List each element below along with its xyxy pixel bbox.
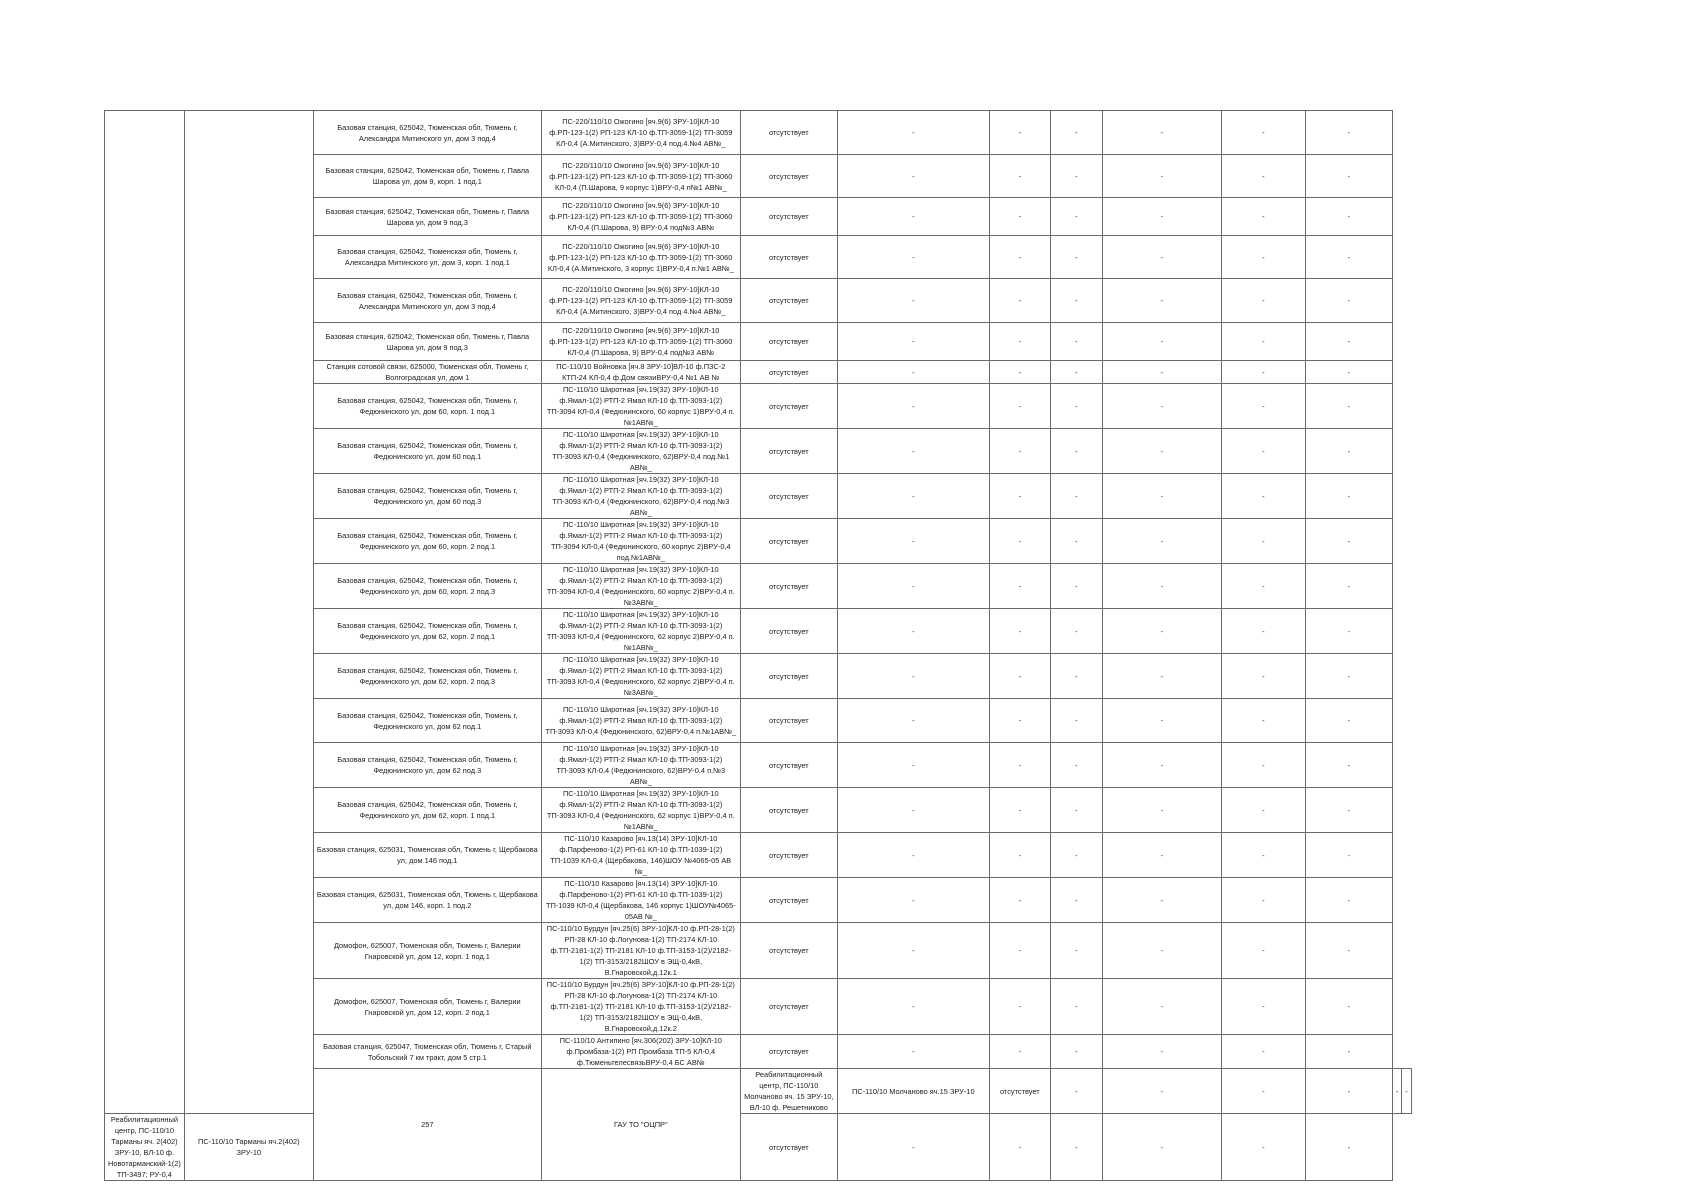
- value-cell: -: [989, 474, 1050, 519]
- object-cell: Базовая станция, 625042, Тюменская обл, Тюмень г, Павла Шарова ул, дом 9, корп. 1 под.1: [313, 155, 541, 198]
- value-cell: -: [1050, 279, 1102, 323]
- row-number-cell: [105, 111, 185, 1114]
- value-cell: -: [989, 279, 1050, 323]
- object-cell: Базовая станция, 625042, Тюменская обл, Тюмень г, Павла Шарова ул, дом 9 под.3: [313, 198, 541, 236]
- value-cell: -: [1102, 429, 1221, 474]
- object-cell: Станция сотовой связи, 625000, Тюменская обл, Тюмень г, Волгоградская ул, дом 1: [313, 361, 541, 384]
- value-cell: -: [837, 654, 989, 699]
- status-cell: отсутствует: [740, 519, 837, 564]
- value-cell: -: [1050, 788, 1102, 833]
- value-cell: -: [837, 198, 989, 236]
- value-cell: -: [1102, 564, 1221, 609]
- value-cell: -: [1102, 361, 1221, 384]
- value-cell: -: [1050, 155, 1102, 198]
- value-cell: -: [837, 236, 989, 279]
- value-cell: -: [1102, 279, 1221, 323]
- value-cell: -: [1305, 361, 1392, 384]
- status-cell: отсутствует: [740, 833, 837, 878]
- status-cell: отсутствует: [740, 979, 837, 1035]
- value-cell: -: [1305, 788, 1392, 833]
- value-cell: -: [837, 429, 989, 474]
- organization-cell: ГАУ ТО "ОЦПР": [541, 1069, 740, 1181]
- value-cell: -: [1392, 1069, 1401, 1114]
- value-cell: -: [989, 654, 1050, 699]
- value-cell: -: [1221, 743, 1305, 788]
- object-cell: Базовая станция, 625042, Тюменская обл, Тюмень г, Федюнинского ул, дом 62, корп. 2 под.3: [313, 654, 541, 699]
- value-cell: -: [837, 564, 989, 609]
- status-cell: отсутствует: [740, 429, 837, 474]
- status-cell: отсутствует: [740, 111, 837, 155]
- value-cell: -: [989, 155, 1050, 198]
- value-cell: -: [1102, 979, 1221, 1035]
- value-cell: -: [1102, 923, 1221, 979]
- value-cell: -: [1050, 236, 1102, 279]
- value-cell: -: [1102, 788, 1221, 833]
- value-cell: -: [989, 699, 1050, 743]
- object-cell: Базовая станция, 625042, Тюменская обл, Тюмень г, Федюнинского ул, дом 60 под.1: [313, 429, 541, 474]
- value-cell: -: [1305, 429, 1392, 474]
- value-cell: -: [837, 699, 989, 743]
- value-cell: -: [1221, 923, 1305, 979]
- value-cell: -: [989, 323, 1050, 361]
- value-cell: -: [1221, 198, 1305, 236]
- value-cell: -: [1221, 564, 1305, 609]
- value-cell: -: [837, 519, 989, 564]
- source-cell: ПС-110/10 Казарово [яч.13(14) ЗРУ-10]КЛ-10 ф.Парфеново-1(2) РП-61 КЛ-10 ф.ТП-1039-1(2) ТП-1039 КЛ-0,4 (Щербакова, 146 корпус 1)ШОУ№4065-05АВ №_: [541, 878, 740, 923]
- value-cell: -: [1305, 923, 1392, 979]
- value-cell: -: [1305, 236, 1392, 279]
- value-cell: -: [837, 361, 989, 384]
- source-cell: ПС-110/10 Широтная [яч.19(32) ЗРУ-10]КЛ-10 ф.Ямал-1(2) РТП-2 Ямал КЛ-10 ф.ТП-3093-1(2) ТП-3093 КЛ-0,4 (Федюнинского, 62 корпус 1)ВРУ-0,4 п.№1АВ№_: [541, 788, 740, 833]
- value-cell: -: [1305, 833, 1392, 878]
- value-cell: -: [837, 979, 989, 1035]
- value-cell: -: [1102, 519, 1221, 564]
- value-cell: -: [1305, 609, 1392, 654]
- object-cell: Базовая станция, 625042, Тюменская обл, Тюмень г, Александра Митинского ул, дом 3 под.4: [313, 111, 541, 155]
- object-cell: Базовая станция, 625042, Тюменская обл, Тюмень г, Федюнинского ул, дом 62 под.1: [313, 699, 541, 743]
- value-cell: -: [1050, 429, 1102, 474]
- value-cell: -: [1050, 323, 1102, 361]
- value-cell: -: [989, 384, 1050, 429]
- value-cell: -: [1221, 519, 1305, 564]
- object-cell: Реабилитационный центр, ПС-110/10 Молчаново яч. 15 ЗРУ-10, ВЛ-10 ф. Решетниково: [740, 1069, 837, 1114]
- row-number-cell: 257: [313, 1069, 541, 1181]
- object-cell: Базовая станция, 625042, Тюменская обл, Тюмень г, Федюнинского ул, дом 62, корп. 2 под.1: [313, 609, 541, 654]
- value-cell: -: [1221, 236, 1305, 279]
- value-cell: -: [1050, 923, 1102, 979]
- value-cell: -: [1305, 699, 1392, 743]
- source-cell: ПС-110/10 Антипино [яч.306(202) ЗРУ-10]КЛ-10 ф.Промбаза-1(2) РП Промбаза ТП-5 КЛ-0,4 ф.ТюменьтелесвязьВРУ-0,4 БС АВ№: [541, 1035, 740, 1069]
- object-cell: Базовая станция, 625042, Тюменская обл, Тюмень г, Александра Митинского ул, дом 3 под.4: [313, 279, 541, 323]
- value-cell: -: [1102, 155, 1221, 198]
- object-cell: Базовая станция, 625042, Тюменская обл, Тюмень г, Павла Шарова ул, дом 9 под.3: [313, 323, 541, 361]
- value-cell: -: [989, 923, 1050, 979]
- source-cell: ПС-220/110/10 Ожогино [яч.9(6) ЗРУ-10]КЛ-10 ф.РП-123-1(2) РП-123 КЛ-10 ф.ТП-3059-1(2) ТП-3059 КЛ-0,4 (А.Митинского, 3)ВРУ-0,4 под 4.№4 АВ№_: [541, 279, 740, 323]
- value-cell: -: [1221, 788, 1305, 833]
- status-cell: отсутствует: [740, 198, 837, 236]
- source-cell: ПС-110/10 Широтная [яч.19(32) ЗРУ-10]КЛ-10 ф.Ямал-1(2) РТП-2 Ямал КЛ-10 ф.ТП-3093-1(2) ТП-3093 КЛ-0,4 (Федюнинского, 62 корпус 2)ВРУ-0,4 п.№3АВ№_: [541, 654, 740, 699]
- status-cell: отсутствует: [740, 743, 837, 788]
- source-cell: ПС-110/10 Широтная [яч.19(32) ЗРУ-10]КЛ-10 ф.Ямал-1(2) РТП-2 Ямал КЛ-10 ф.ТП-3093-1(2) ТП-3093 КЛ-0,4 (Федюнинского, 62)ВРУ-0,4 под.№1 АВ№_: [541, 429, 740, 474]
- status-cell: отсутствует: [740, 384, 837, 429]
- value-cell: -: [1402, 1069, 1411, 1114]
- value-cell: -: [1305, 979, 1392, 1035]
- value-cell: -: [1102, 743, 1221, 788]
- value-cell: -: [1221, 833, 1305, 878]
- status-cell: отсутствует: [740, 923, 837, 979]
- source-cell: ПС-220/110/10 Ожогино [яч.9(6) ЗРУ-10]КЛ-10 ф.РП-123-1(2) РП-123 КЛ-10 ф.ТП-3059-1(2) ТП-3060 КЛ-0,4 (П.Шарова, 9 корпус 1)ВРУ-0,4 п№1 АВ№_: [541, 155, 740, 198]
- table-row: [105, 1114, 1412, 1181]
- source-cell: ПС-110/10 Широтная [яч.19(32) ЗРУ-10]КЛ-10 ф.Ямал-1(2) РТП-2 Ямал КЛ-10 ф.ТП-3093-1(2) ТП-3093 КЛ-0,4 (Федюнинского, 62)ВРУ-0,4 п.№1АВ№_: [541, 699, 740, 743]
- value-cell: -: [1050, 654, 1102, 699]
- status-cell: отсутствует: [740, 788, 837, 833]
- value-cell: -: [837, 279, 989, 323]
- value-cell: -: [1050, 1069, 1102, 1114]
- value-cell: -: [989, 979, 1050, 1035]
- object-cell: Базовая станция, 625042, Тюменская обл, Тюмень г, Федюнинского ул, дом 60, корп. 2 под.1: [313, 519, 541, 564]
- value-cell: -: [1050, 979, 1102, 1035]
- value-cell: -: [1050, 1035, 1102, 1069]
- value-cell: -: [837, 743, 989, 788]
- status-cell: отсутствует: [740, 323, 837, 361]
- status-cell: отсутствует: [740, 1035, 837, 1069]
- value-cell: -: [1305, 384, 1392, 429]
- value-cell: -: [1305, 564, 1392, 609]
- value-cell: -: [1221, 979, 1305, 1035]
- value-cell: -: [1050, 1114, 1102, 1181]
- value-cell: -: [1221, 1035, 1305, 1069]
- status-cell: отсутствует: [740, 361, 837, 384]
- value-cell: -: [1050, 111, 1102, 155]
- value-cell: -: [1305, 654, 1392, 699]
- value-cell: -: [1305, 474, 1392, 519]
- source-cell: ПС-220/110/10 Ожогино [яч.9(6) ЗРУ-10]КЛ-10 ф.РП-123-1(2) РП-123 КЛ-10 ф.ТП-3059-1(2) ТП-3060 КЛ-0,4 (П.Шарова, 9) ВРУ-0,4 под№3 АВ№: [541, 198, 740, 236]
- value-cell: -: [1102, 384, 1221, 429]
- status-cell: отсутствует: [740, 699, 837, 743]
- status-cell: отсутствует: [740, 609, 837, 654]
- value-cell: -: [1305, 155, 1392, 198]
- source-cell: ПС-110/10 Молчаново яч.15 ЗРУ-10: [837, 1069, 989, 1114]
- value-cell: -: [837, 878, 989, 923]
- value-cell: -: [989, 609, 1050, 654]
- source-cell: ПС-110/10 Бурдун [яч.25(6) ЗРУ-10]КЛ-10 ф.РП-28-1(2) РП-28 КЛ-10 ф.Логунова-1(2) ТП-2174 КЛ-10 ф.ТП-2181-1(2) ТП-2181 КЛ-10 ф.ТП-3153-1(2)/2182-1(2) ТП-3153/2182ШОУ в ЭЩ-0,4кВ, В.Гнаровской,д.12к.2: [541, 979, 740, 1035]
- source-cell: ПС-110/10 Тарманы яч.2(402) ЗРУ-10: [184, 1114, 313, 1181]
- value-cell: -: [1050, 609, 1102, 654]
- value-cell: -: [989, 519, 1050, 564]
- value-cell: -: [989, 788, 1050, 833]
- source-cell: ПС-110/10 Широтная [яч.19(32) ЗРУ-10]КЛ-10 ф.Ямал-1(2) РТП-2 Ямал КЛ-10 ф.ТП-3093-1(2) ТП-3094 КЛ-0,4 (Федюнинского, 60 корпус 1)ВРУ-0,4 п.№1АВ№_: [541, 384, 740, 429]
- status-cell: отсутствует: [740, 474, 837, 519]
- object-cell: Базовая станция, 625042, Тюменская обл, Тюмень г, Александра Митинского ул, дом 3, корп. 1 под.1: [313, 236, 541, 279]
- value-cell: -: [1050, 699, 1102, 743]
- value-cell: -: [989, 429, 1050, 474]
- value-cell: -: [1305, 1035, 1392, 1069]
- source-cell: ПС-220/110/10 Ожогино [яч.9(6) ЗРУ-10]КЛ-10 ф.РП-123-1(2) РП-123 КЛ-10 ф.ТП-3059-1(2) ТП-3060 КЛ-0,4 (А.Митинского, 3 корпус 1)ВРУ-0,4 п.№1 АВ№_: [541, 236, 740, 279]
- value-cell: -: [1050, 564, 1102, 609]
- value-cell: -: [1102, 878, 1221, 923]
- object-cell: Базовая станция, 625042, Тюменская обл, Тюмень г, Федюнинского ул, дом 60, корп. 2 под.3: [313, 564, 541, 609]
- value-cell: -: [1305, 743, 1392, 788]
- value-cell: -: [1305, 111, 1392, 155]
- value-cell: -: [1102, 111, 1221, 155]
- value-cell: -: [989, 833, 1050, 878]
- value-cell: -: [1050, 384, 1102, 429]
- object-cell: Базовая станция, 625042, Тюменская обл, Тюмень г, Федюнинского ул, дом 60 под.3: [313, 474, 541, 519]
- value-cell: -: [989, 111, 1050, 155]
- value-cell: -: [989, 878, 1050, 923]
- object-cell: Домофон, 625007, Тюменская обл, Тюмень г, Валерии Гнаровской ул, дом 12, корп. 1 под.1: [313, 923, 541, 979]
- value-cell: -: [1221, 323, 1305, 361]
- object-cell: Базовая станция, 625042, Тюменская обл, Тюмень г, Федюнинского ул, дом 60, корп. 1 под.1: [313, 384, 541, 429]
- value-cell: -: [1221, 1069, 1305, 1114]
- value-cell: -: [1221, 361, 1305, 384]
- value-cell: -: [1102, 198, 1221, 236]
- source-cell: ПС-110/10 Бурдун [яч.25(6) ЗРУ-10]КЛ-10 ф.РП-28-1(2) РП-28 КЛ-10 ф.Логунова-1(2) ТП-2174 КЛ-10 ф.ТП-2181-1(2) ТП-2181 КЛ-10 ф.ТП-3153-1(2)/2182-1(2) ТП-3153/2182ШОУ в ЭЩ-0,4кВ, В.Гнаровской,д.12к.1: [541, 923, 740, 979]
- object-cell: Базовая станция, 625047, Тюменская обл, Тюмень г, Старый Тобольский 7 км тракт, дом 5 стр.1: [313, 1035, 541, 1069]
- value-cell: -: [1102, 236, 1221, 279]
- value-cell: -: [1102, 1069, 1221, 1114]
- value-cell: -: [1221, 155, 1305, 198]
- value-cell: -: [1305, 279, 1392, 323]
- value-cell: -: [837, 111, 989, 155]
- status-cell: отсутствует: [740, 279, 837, 323]
- source-cell: ПС-110/10 Широтная [яч.19(32) ЗРУ-10]КЛ-10 ф.Ямал-1(2) РТП-2 Ямал КЛ-10 ф.ТП-3093-1(2) ТП-3094 КЛ-0,4 (Федюнинского, 60 корпус 2)ВРУ-0,4 под.№1АВ№_: [541, 519, 740, 564]
- value-cell: -: [1221, 654, 1305, 699]
- value-cell: -: [1102, 699, 1221, 743]
- value-cell: -: [837, 923, 989, 979]
- source-cell: ПС-220/110/10 Ожогино [яч.9(6) ЗРУ-10]КЛ-10 ф.РП-123-1(2) РП-123 КЛ-10 ф.ТП-3059-1(2) ТП-3060 КЛ-0,4 (П.Шарова, 9) ВРУ-0,4 под№3 АВ№: [541, 323, 740, 361]
- value-cell: -: [1221, 699, 1305, 743]
- value-cell: -: [1102, 474, 1221, 519]
- value-cell: -: [837, 384, 989, 429]
- value-cell: -: [1305, 323, 1392, 361]
- object-cell: Домофон, 625007, Тюменская обл, Тюмень г, Валерии Гнаровской ул, дом 12, корп. 2 под.1: [313, 979, 541, 1035]
- source-cell: ПС-110/10 Широтная [яч.19(32) ЗРУ-10]КЛ-10 ф.Ямал-1(2) РТП-2 Ямал КЛ-10 ф.ТП-3093-1(2) ТП-3094 КЛ-0,4 (Федюнинского, 60 корпус 2)ВРУ-0,4 п.№3АВ№_: [541, 564, 740, 609]
- value-cell: -: [989, 743, 1050, 788]
- value-cell: -: [1050, 198, 1102, 236]
- value-cell: -: [1102, 654, 1221, 699]
- status-cell: отсутствует: [740, 236, 837, 279]
- value-cell: -: [837, 1035, 989, 1069]
- value-cell: -: [1102, 1035, 1221, 1069]
- value-cell: -: [1102, 609, 1221, 654]
- source-cell: ПС-110/10 Широтная [яч.19(32) ЗРУ-10]КЛ-10 ф.Ямал-1(2) РТП-2 Ямал КЛ-10 ф.ТП-3093-1(2) ТП-3093 КЛ-0,4 (Федюнинского, 62 корпус 2)ВРУ-0,4 п.№1АВ№_: [541, 609, 740, 654]
- status-cell: отсутствует: [989, 1069, 1050, 1114]
- table-row: [105, 111, 1412, 155]
- source-cell: ПС-220/110/10 Ожогино [яч.9(6) ЗРУ-10]КЛ-10 ф.РП-123-1(2) РП-123 КЛ-10 ф.ТП-3059-1(2) ТП-3059 КЛ-0,4 (А.Митинского, 3)ВРУ-0,4 под.4.№4 АВ№_: [541, 111, 740, 155]
- value-cell: -: [1050, 878, 1102, 923]
- status-cell: отсутствует: [740, 878, 837, 923]
- object-cell: Базовая станция, 625031, Тюменская обл, Тюмень г, Щербакова ул, дом 146 под.1: [313, 833, 541, 878]
- value-cell: -: [989, 1035, 1050, 1069]
- value-cell: -: [989, 564, 1050, 609]
- status-cell: отсутствует: [740, 155, 837, 198]
- value-cell: -: [1305, 878, 1392, 923]
- value-cell: -: [837, 833, 989, 878]
- value-cell: -: [1102, 1114, 1221, 1181]
- value-cell: -: [989, 361, 1050, 384]
- value-cell: -: [1305, 1069, 1392, 1114]
- value-cell: -: [1221, 474, 1305, 519]
- value-cell: -: [1221, 111, 1305, 155]
- value-cell: -: [989, 1114, 1050, 1181]
- value-cell: -: [1305, 519, 1392, 564]
- value-cell: -: [1305, 1114, 1392, 1181]
- value-cell: -: [1050, 361, 1102, 384]
- object-cell: Базовая станция, 625042, Тюменская обл, Тюмень г, Федюнинского ул, дом 62, корп. 1 под.1: [313, 788, 541, 833]
- value-cell: -: [989, 198, 1050, 236]
- table-body: [105, 111, 1412, 1181]
- value-cell: -: [1221, 878, 1305, 923]
- value-cell: -: [837, 788, 989, 833]
- status-cell: отсутствует: [740, 1114, 837, 1181]
- value-cell: -: [1050, 833, 1102, 878]
- value-cell: -: [1102, 323, 1221, 361]
- source-cell: ПС-110/10 Широтная [яч.19(32) ЗРУ-10]КЛ-10 ф.Ямал-1(2) РТП-2 Ямал КЛ-10 ф.ТП-3093-1(2) ТП-3093 КЛ-0,4 (Федюнинского, 62)ВРУ-0,4 под.№3 АВ№_: [541, 474, 740, 519]
- value-cell: -: [837, 474, 989, 519]
- value-cell: -: [837, 155, 989, 198]
- object-cell: Базовая станция, 625042, Тюменская обл, Тюмень г, Федюнинского ул, дом 62 под.3: [313, 743, 541, 788]
- data-table: [104, 110, 1412, 1181]
- value-cell: -: [1050, 743, 1102, 788]
- value-cell: -: [989, 236, 1050, 279]
- value-cell: -: [837, 1114, 989, 1181]
- source-cell: ПС-110/10 Казарово [яч.13(14) ЗРУ-10]КЛ-10 ф.Парфеново-1(2) РП-61 КЛ-10 ф.ТП-1039-1(2) ТП-1039 КЛ-0,4 (Щербакова, 146)ШОУ №4065-05 АВ №_: [541, 833, 740, 878]
- organization-cell: [184, 111, 313, 1114]
- status-cell: отсутствует: [740, 654, 837, 699]
- source-cell: ПС-110/10 Широтная [яч.19(32) ЗРУ-10]КЛ-10 ф.Ямал-1(2) РТП-2 Ямал КЛ-10 ф.ТП-3093-1(2) ТП-3093 КЛ-0,4 (Федюнинского, 62)ВРУ-0,4 п.№3 АВ№_: [541, 743, 740, 788]
- object-cell: Реабилитационный центр, ПС-110/10 Тарманы яч. 2(402) ЗРУ-10, ВЛ-10 ф. Новотарманский-1(2) ТП-3497; РУ-0,4: [105, 1114, 185, 1181]
- value-cell: -: [1050, 474, 1102, 519]
- object-cell: Базовая станция, 625031, Тюменская обл, Тюмень г, Щербакова ул, дом 146, корп. 1 под.2: [313, 878, 541, 923]
- value-cell: -: [1221, 279, 1305, 323]
- value-cell: -: [1221, 384, 1305, 429]
- value-cell: -: [1050, 519, 1102, 564]
- value-cell: -: [837, 609, 989, 654]
- value-cell: -: [1221, 429, 1305, 474]
- status-cell: отсутствует: [740, 564, 837, 609]
- value-cell: -: [1221, 609, 1305, 654]
- value-cell: -: [1102, 833, 1221, 878]
- value-cell: -: [1305, 198, 1392, 236]
- value-cell: -: [1221, 1114, 1305, 1181]
- source-cell: ПС-110/10 Войновка [яч.8 ЗРУ-10]ВЛ-10 ф.ПЗС-2 КТП-24 КЛ-0,4 ф.Дом связиВРУ-0,4 №1 АВ №: [541, 361, 740, 384]
- value-cell: -: [837, 323, 989, 361]
